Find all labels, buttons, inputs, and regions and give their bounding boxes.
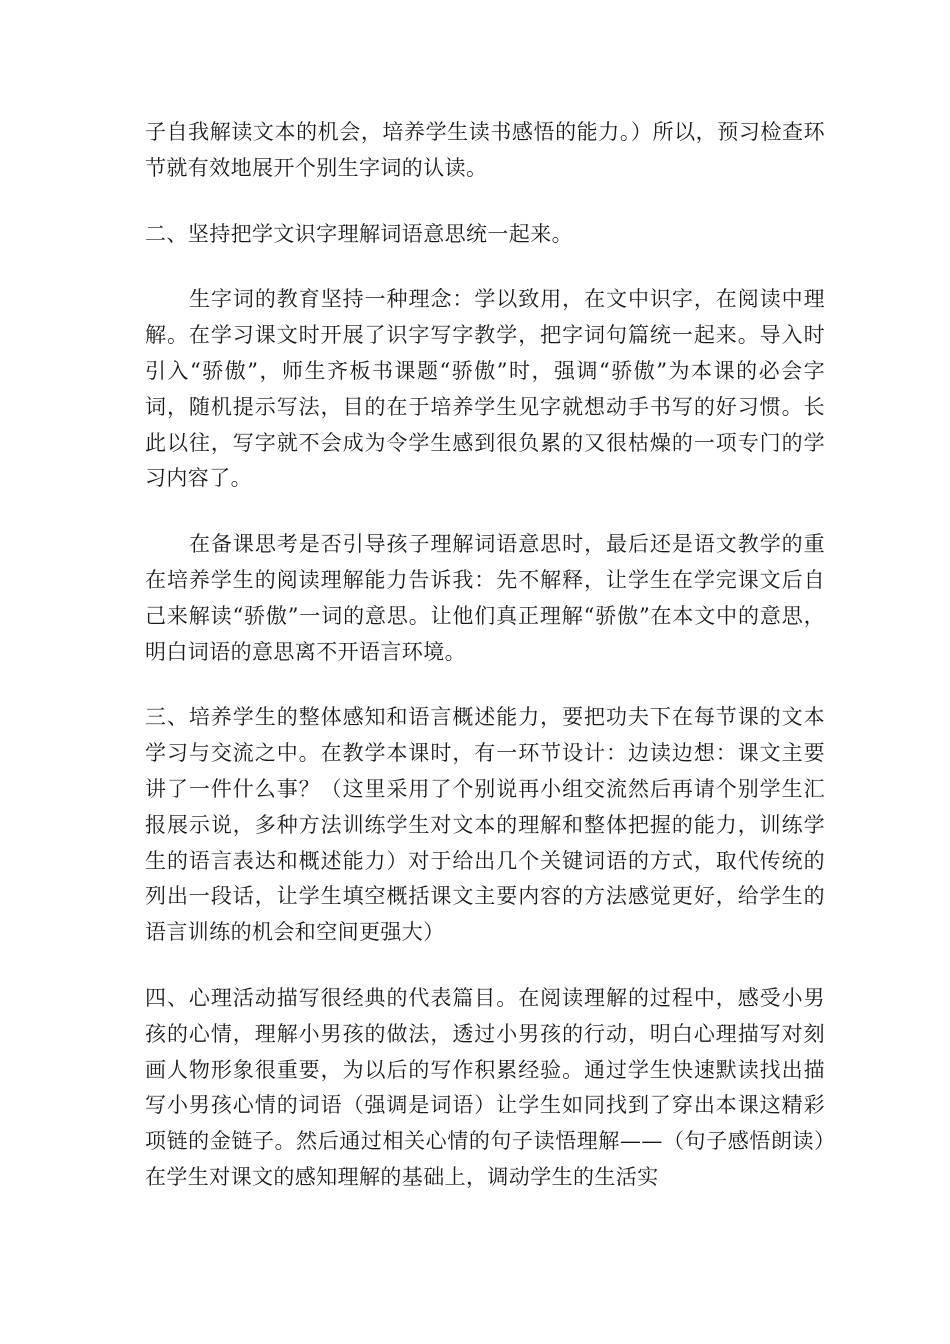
section-heading-two: 二、坚持把学文识字理解词语意思统一起来。 <box>145 221 573 246</box>
section-paragraph-four: 四、心理活动描写很经典的代表篇目。在阅读理解的过程中，感受小男孩的心情，理解小男孩的做法，透过小男孩的行动，明白心理描写对刻画人物形象很重要，为以后的写作积累经验。通过学生快速默读找出描写小男孩心情的词语（强调是词语）让学生如同找到了穿出本课这精彩项链的金链子。然后通过相关心情的句子读悟理解——（句子感悟朗读）在学生对课文的感知理解的基础上，调动学生的生活实 <box>145 985 825 1189</box>
paragraph-word-meaning: 在备课思考是否引导孩子理解词语意思时，最后还是语文教学的重在培养学生的阅读理解能力告诉我：先不解释，让学生在学完课文后自己来解读“骄傲”一词的意思。让他们真正理解“骄傲”在本文中的意思，明白词语的意思离不开语言环境。 <box>145 532 825 664</box>
paragraph-preview-continuation: 子自我解读文本的机会，培养学生读书感悟的能力。）所以，预习检查环节就有效地展开个别生字词的认读。 <box>145 120 825 180</box>
section-paragraph-three: 三、培养学生的整体感知和语言概述能力，要把功夫下在每节课的文本学习与交流之中。在教学本课时，有一环节设计：边读边想：课文主要讲了一件什么事？（这里采用了个别说再小组交流然后再请个别学生汇报展示说，多种方法训练学生对文本的理解和整体把握的能力，训练学生的语言表达和概述能力）对于给出几个关键词语的方式，取代传统的列出一段话，让学生填空概括课文主要内容的方法感觉更好，给学生的语言训练的机会和空间更强大） <box>145 705 825 945</box>
paragraph-vocabulary-teaching: 生字词的教育坚持一种理念：学以致用，在文中识字，在阅读中理解。在学习课文时开展了识字写字教学，把字词句篇统一起来。导入时引入“骄傲”，师生齐板书课题“骄傲”时，强调“骄傲”为本课的必会字词，随机提示写法，目的在于培养学生见字就想动手书写的好习惯。长此以往，写字就不会成为令学生感到很负累的又很枯燥的一项专门的学习内容了。 <box>145 287 825 491</box>
document-page <box>145 115 825 1196</box>
